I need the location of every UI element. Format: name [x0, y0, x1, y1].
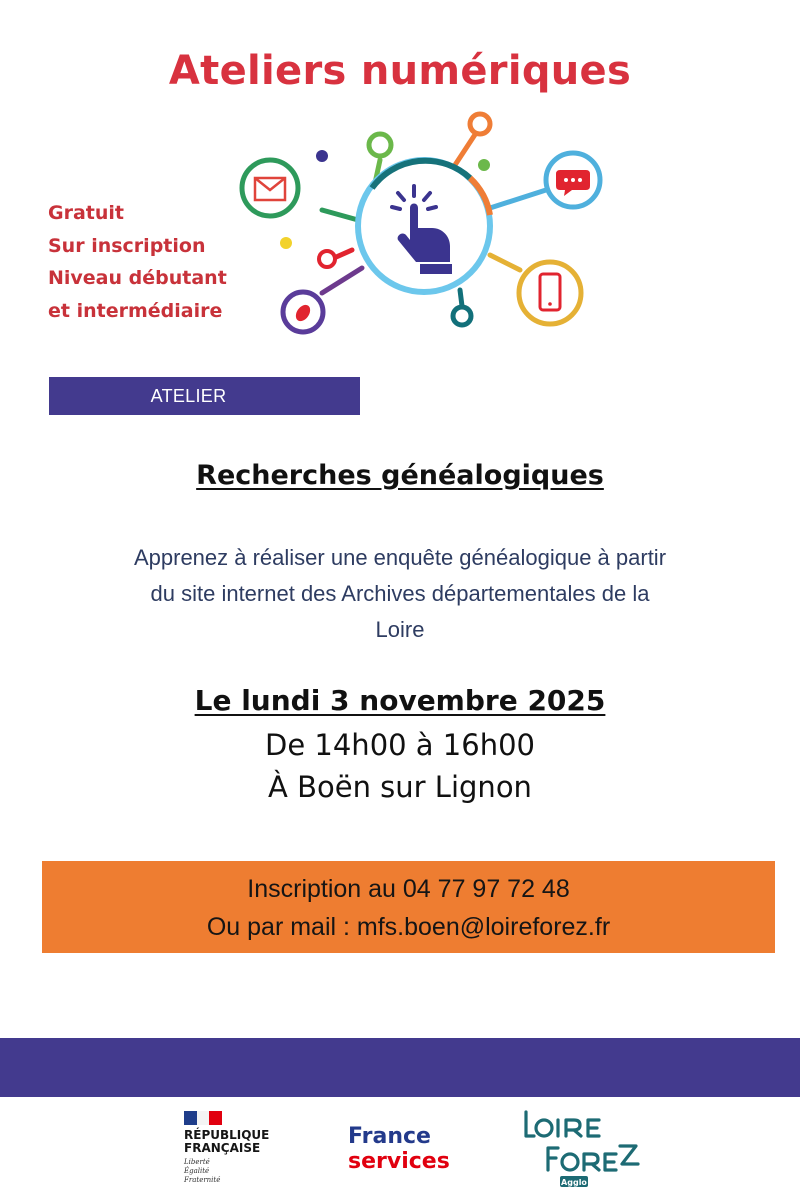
description-line: Apprenez à réaliser une enquête généalogique à partir	[133, 545, 667, 570]
category-label-text: ATELIER	[150, 385, 227, 406]
republique-motto: Liberté Égalité Fraternité	[184, 1158, 221, 1184]
contact-email: Ou par mail : mfs.boen@loireforez.fr	[206, 913, 611, 941]
category-label	[49, 377, 360, 415]
workshop-title: Recherches généalogiques	[196, 460, 604, 491]
loire-forez-logo	[520, 1106, 650, 1194]
feature-item: et intermédiaire	[48, 299, 223, 322]
description-line: du site internet des Archives départementales de la	[150, 581, 650, 606]
svg-text:Agglo: Agglo	[561, 1178, 587, 1187]
mouse-icon	[283, 292, 323, 332]
france-services-logo	[348, 1124, 450, 1174]
pointing-hand-icon	[392, 186, 452, 274]
event-time: De 14h00 à 16h00	[265, 728, 535, 762]
tricolor-flag-icon	[184, 1111, 222, 1125]
workshop-description	[60, 540, 740, 648]
feature-item: Sur inscription	[48, 234, 206, 257]
republique-name: RÉPUBLIQUE FRANÇAISE	[184, 1128, 270, 1155]
chat-bubble-icon	[546, 153, 600, 207]
france-services-line1: France	[348, 1124, 431, 1149]
event-place: À Boën sur Lignon	[268, 770, 532, 804]
page-title-text: Ateliers numériques	[168, 48, 632, 94]
envelope-icon	[242, 160, 298, 216]
footer-band	[0, 1038, 800, 1097]
republique-francaise-logo	[182, 1111, 292, 1191]
contact-box	[42, 861, 775, 953]
contact-phone: Inscription au 04 77 97 72 48	[247, 875, 570, 903]
digital-network-illustration	[0, 0, 800, 360]
event-date: Le lundi 3 novembre 2025	[194, 684, 606, 717]
france-services-line2: services	[348, 1149, 450, 1174]
feature-item: Gratuit	[48, 202, 124, 224]
smartphone-icon	[519, 262, 581, 324]
feature-item: Niveau débutant	[48, 267, 227, 289]
description-line: Loire	[375, 617, 425, 642]
